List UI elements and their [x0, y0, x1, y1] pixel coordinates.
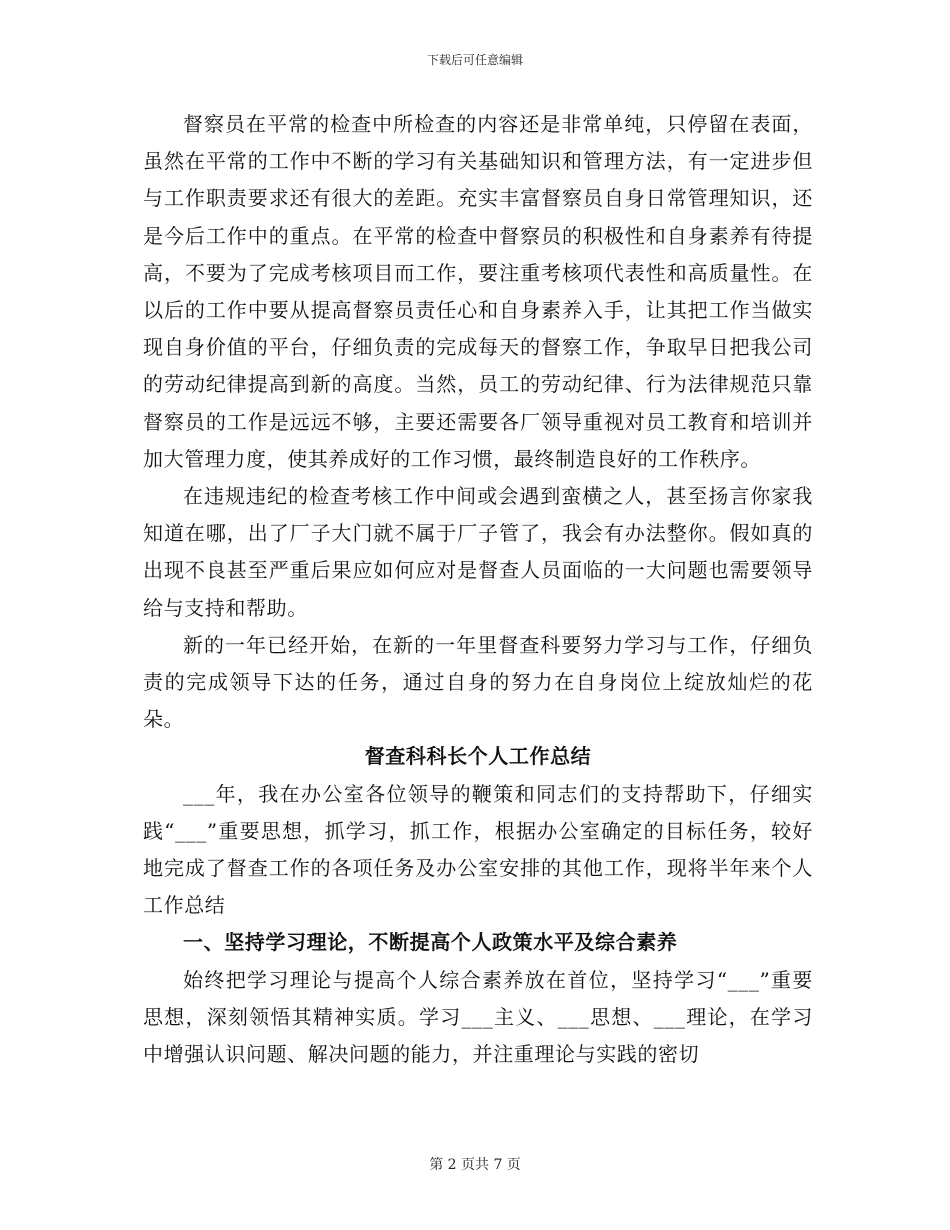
paragraph-violations: 在违规违纪的检查考核工作中间或会遇到蛮横之人，甚至扬言你家我知道在哪，出了厂子大门就不属于厂子管了，我会有办法整你。假如真的出现不良甚至严重后果应如何应对是督查人员面临的一大问题也需要领导给与支持和帮助。 [143, 484, 813, 620]
paragraph-summary-intro: ___年，我在办公室各位领导的鞭策和同志们的支持帮助下，仔细实践“___”重要思想，抓学习，抓工作，根据办公室确定的目标任务，较好地完成了督查工作的各项任务及办公室安排的其他工作，现将半年来个人工作总结 [143, 781, 813, 918]
page-header: 下载后可任意编辑 [426, 53, 523, 67]
document-title: 督查科科长个人工作总结 [364, 744, 592, 769]
document-body [143, 106, 813, 1073]
paragraph-study-theory: 始终把学习理论与提高个人综合素养放在首位，坚持学习“___”重要思想，深刻领悟其精神实质。学习___主义、___思想、___理论，在学习中增强认识问题、解决问题的能力，并注重理论与实践的密切 [143, 967, 813, 1067]
section-heading-1: 一、坚持学习理论，不断提高个人政策水平及综合素养 [183, 930, 678, 955]
paragraph-new-year: 新的一年已经开始，在新的一年里督查科要努力学习与工作，仔细负责的完成领导下达的任务，通过自身的努力在自身岗位上绽放灿烂的花朵。 [143, 632, 813, 732]
paragraph-inspector-work: 督察员在平常的检查中所检查的内容还是非常单纯，只停留在表面，虽然在平常的工作中不断的学习有关基础知识和管理方法，有一定进步但与工作职责要求还有很大的差距。充实丰富督察员自身日常管理知识，还是今后工作中的重点。在平常的检查中督察员的积极性和自身素养有待提高，不要为了完成考核项目而工作，要注重考核项代表性和高质量性。在以后的工作中要从提高督察员责任心和自身素养入手，让其把工作当做实现自身价值的平台，仔细负责的完成每天的督察工作，争取早日把我公司的劳动纪律提高到新的高度。当然，员工的劳动纪律、行为法律规范只靠督察员的工作是远远不够，主要还需要各厂领导重视对员工教育和培训并加大管理力度，使其养成好的工作习惯，最终制造良好的工作秩序。 [143, 112, 813, 471]
page-number: 第 2 页共 7 页 [429, 1157, 521, 1173]
